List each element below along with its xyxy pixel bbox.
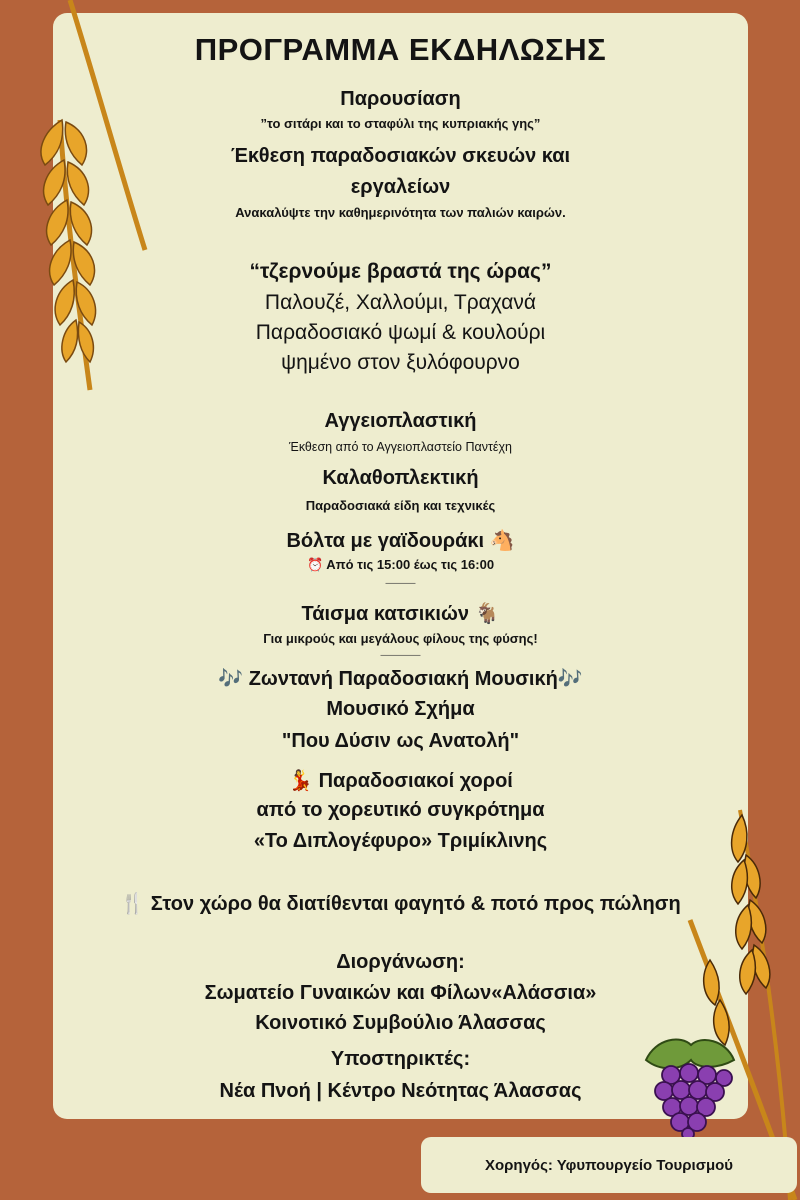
music-line-1: 🎶 Ζωντανή Παραδοσιακή Μουσική🎶: [218, 668, 583, 690]
page-title: ΠΡΟΓΡΑΜΜΑ ΕΚΔΗΛΩΣΗΣ: [194, 32, 607, 67]
exhibition-sub: Ανακαλύψτε την καθημερινότητα των παλιών καιρών.: [235, 205, 566, 220]
donkey-heading: Βόλτα με γαϊδουράκι 🐴: [286, 530, 515, 552]
goats-heading: Τάισμα κατσικιών 🐐: [301, 603, 500, 625]
sponsor-box: [421, 1137, 797, 1193]
presentation-heading: Παρουσίαση: [340, 88, 461, 110]
music-line-2: Μουσικό Σχήμα: [326, 698, 475, 720]
pottery-sub: Έκθεση από το Αγγειοπλαστείο Παντέχη: [289, 440, 512, 454]
tasting-line-1: Παλουζέ, Χαλλούμι, Τραχανά: [264, 291, 537, 314]
organizers-line-1: Σωματείο Γυναικών και Φίλων«Αλάσσια»: [204, 982, 597, 1004]
exhibition-heading-1: Έκθεση παραδοσιακών σκευών και: [230, 145, 571, 167]
food-line: 🍴 Στον χώρο θα διατίθενται φαγητό & ποτό προς πώληση: [120, 893, 681, 915]
organizers-heading: Διοργάνωση:: [336, 951, 465, 973]
supporters-line-1: Νέα Πνοή | Κέντρο Νεότητας Άλασσας: [219, 1080, 582, 1102]
goats-sub: Για μικρούς και μεγάλους φίλους της φύσης!: [263, 631, 538, 646]
music-line-3: "Που Δύσιν ως Ανατολή": [281, 730, 520, 752]
basketry-heading: Καλαθοπλεκτική: [322, 467, 479, 489]
dance-line-1: 💃 Παραδοσιακοί χοροί: [288, 770, 513, 792]
donkey-separator: ———: [385, 578, 416, 589]
pottery-heading: Αγγειοπλαστική: [324, 410, 477, 432]
tasting-heading: “τζερνούμε βραστά της ώρας”: [249, 260, 552, 283]
goats-separator: ————: [380, 650, 421, 661]
exhibition-heading-2: εργαλείων: [350, 176, 451, 198]
tasting-line-2: Παραδοσιακό ψωμί & κουλούρι: [255, 321, 546, 344]
presentation-sub: ”το σιτάρι και το σταφύλι της κυπριακής γης”: [260, 116, 541, 131]
dance-line-2: από το χορευτικό συγκρότημα: [256, 799, 545, 821]
dance-line-3: «Το Διπλογέφυρο» Τριμίκλινης: [253, 830, 548, 852]
basketry-sub: Παραδοσιακά είδη και τεχνικές: [305, 498, 496, 513]
program-content: [53, 0, 748, 1120]
donkey-sub: ⏰ Από τις 15:00 έως τις 16:00: [306, 557, 495, 572]
sponsor-text: Χορηγός: Υφυπουργείο Τουρισμού: [484, 1156, 734, 1174]
tasting-line-3: ψημένο στον ξυλόφουρνο: [281, 351, 520, 374]
organizers-line-2: Κοινοτικό Συμβούλιο Άλασσας: [255, 1012, 546, 1034]
supporters-heading: Υποστηρικτές:: [330, 1048, 471, 1070]
